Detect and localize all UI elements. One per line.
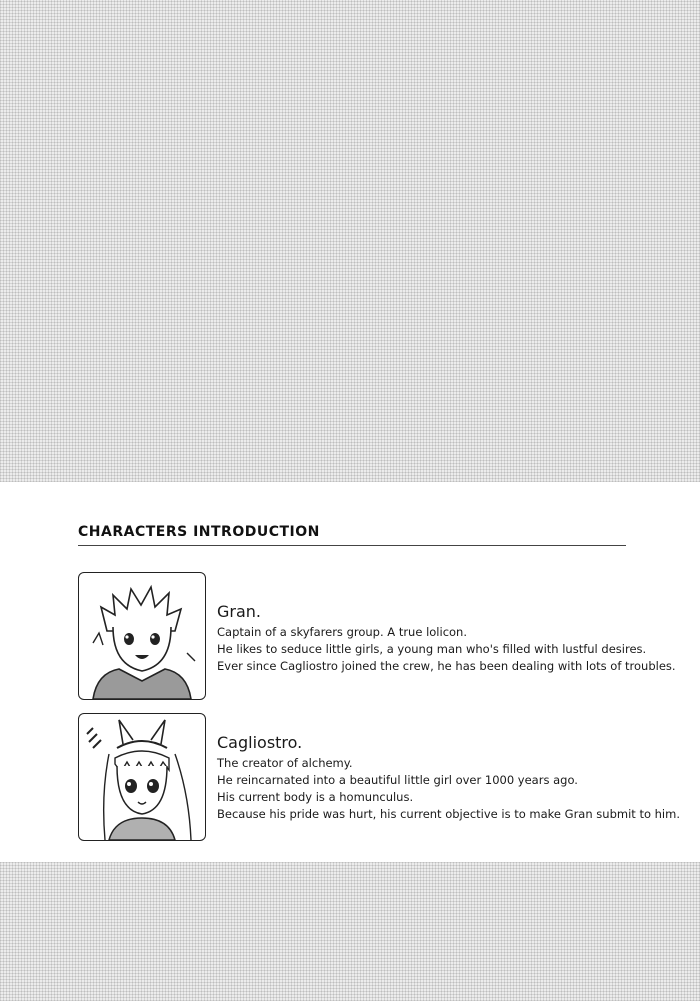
character-entry-cagliostro [217,732,680,823]
screentone-background-top [0,0,700,482]
character-description-line: He reincarnated into a beautiful little girl over 1000 years ago. [217,773,578,787]
character-description-line: Ever since Cagliostro joined the crew, he has been dealing with lots of troubles. [217,659,676,673]
title-divider [78,545,626,546]
character-description-line: He likes to seduce little girls, a young man who's filled with lustful desires. [217,642,647,656]
gran-portrait [78,572,206,700]
character-description-line: Because his pride was hurt, his current objective is to make Gran submit to him. [217,807,680,821]
character-description-line: Captain of a skyfarers group. A true lolicon. [217,625,467,639]
section-title: CHARACTERS INTRODUCTION [78,524,320,540]
character-entry-gran [217,601,676,675]
character-name: Cagliostro. [217,733,303,752]
character-name: Gran. [217,602,262,621]
character-description-line: The creator of alchemy. [217,756,353,770]
screentone-background-bottom [0,862,700,1001]
cagliostro-portrait [78,713,206,841]
character-description-line: His current body is a homunculus. [217,790,414,804]
